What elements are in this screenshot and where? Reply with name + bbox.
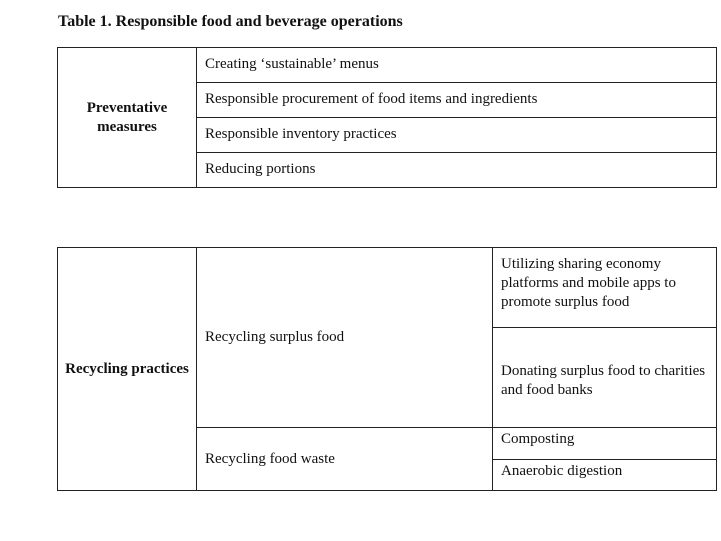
recycling-practices-table: [57, 247, 717, 491]
measure-cell: Responsible procurement of food items and ingredients: [197, 83, 717, 118]
category-cell-preventative: Preventative measures: [58, 48, 197, 188]
subpractice-cell: Composting: [493, 428, 717, 460]
preventative-measures-table: [57, 47, 717, 188]
subpractice-cell: Donating surplus food to charities and food banks: [493, 328, 717, 428]
category-cell-recycling: Recycling practices: [58, 248, 197, 491]
table-row: [58, 48, 717, 83]
measure-cell: Responsible inventory practices: [197, 118, 717, 153]
table-row: [58, 248, 717, 328]
measure-cell: Reducing portions: [197, 153, 717, 188]
practice-cell-food-waste: Recycling food waste: [197, 428, 493, 491]
subpractice-cell: Anaerobic digestion: [493, 460, 717, 491]
measure-cell: Creating ‘sustainable’ menus: [197, 48, 717, 83]
table-caption: Table 1. Responsible food and beverage operations: [58, 13, 403, 30]
subpractice-cell: Utilizing sharing economy platforms and mobile apps to promote surplus food: [493, 248, 717, 328]
practice-cell-surplus-food: Recycling surplus food: [197, 248, 493, 428]
